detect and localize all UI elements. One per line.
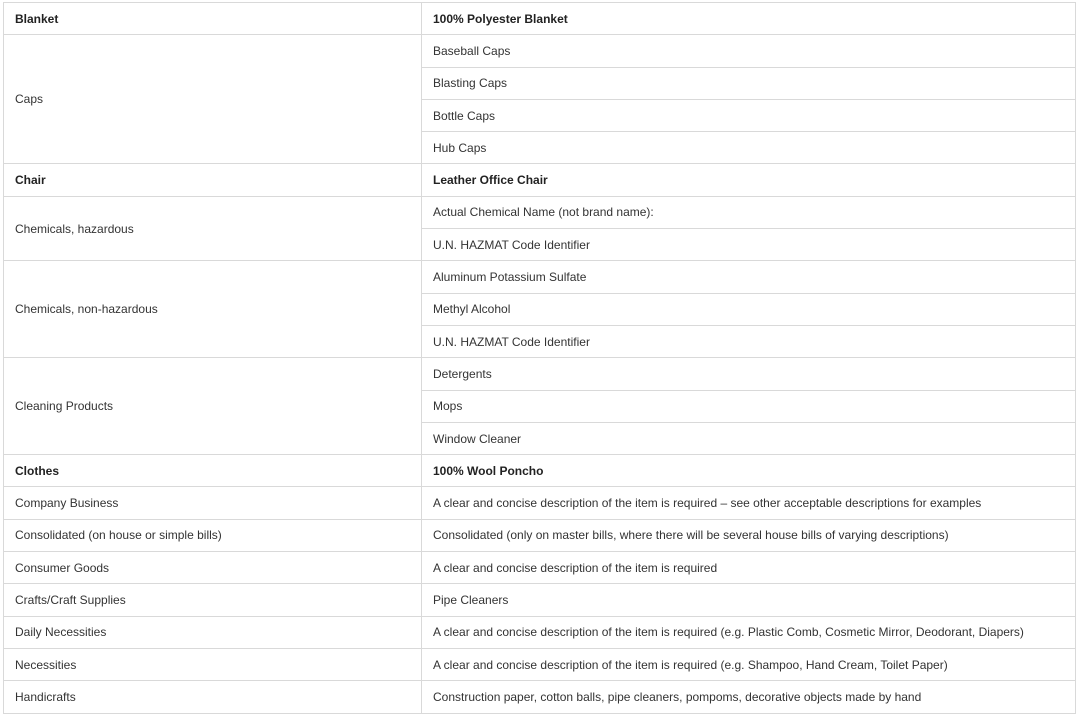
item-description-cell: Construction paper, cotton balls, pipe cleaners, pompoms, decorative objects made by hand bbox=[422, 681, 1076, 713]
item-description-cell: Bottle Caps bbox=[422, 99, 1076, 131]
table-row bbox=[4, 681, 1076, 713]
item-description-cell: 100% Polyester Blanket bbox=[422, 3, 1076, 35]
category-cell: Caps bbox=[4, 35, 422, 164]
category-cell: Consolidated (on house or simple bills) bbox=[4, 519, 422, 551]
table-body bbox=[4, 3, 1076, 714]
category-cell: Handicrafts bbox=[4, 681, 422, 713]
item-description-cell: U.N. HAZMAT Code Identifier bbox=[422, 325, 1076, 357]
table-row bbox=[4, 358, 1076, 390]
item-description-cell: 100% Wool Poncho bbox=[422, 455, 1076, 487]
item-description-cell: Baseball Caps bbox=[422, 35, 1076, 67]
table-row bbox=[4, 455, 1076, 487]
item-description-cell: Hub Caps bbox=[422, 132, 1076, 164]
table-row bbox=[4, 487, 1076, 519]
table-row bbox=[4, 519, 1076, 551]
table-row bbox=[4, 648, 1076, 680]
table-row bbox=[4, 3, 1076, 35]
category-cell: Chemicals, non-hazardous bbox=[4, 261, 422, 358]
item-description-cell: U.N. HAZMAT Code Identifier bbox=[422, 229, 1076, 261]
table-row bbox=[4, 261, 1076, 293]
table-row bbox=[4, 164, 1076, 196]
table-row bbox=[4, 616, 1076, 648]
category-cell: Cleaning Products bbox=[4, 358, 422, 455]
item-description-cell: A clear and concise description of the item is required bbox=[422, 552, 1076, 584]
category-cell: Crafts/Craft Supplies bbox=[4, 584, 422, 616]
item-description-cell: Window Cleaner bbox=[422, 422, 1076, 454]
description-table-container bbox=[3, 2, 1075, 714]
description-table bbox=[3, 2, 1076, 714]
table-row bbox=[4, 584, 1076, 616]
table-row bbox=[4, 35, 1076, 67]
item-description-cell: Blasting Caps bbox=[422, 67, 1076, 99]
item-description-cell: Detergents bbox=[422, 358, 1076, 390]
item-description-cell: Consolidated (only on master bills, where there will be several house bills of varying descriptions) bbox=[422, 519, 1076, 551]
category-cell: Chair bbox=[4, 164, 422, 196]
category-cell: Daily Necessities bbox=[4, 616, 422, 648]
category-cell: Chemicals, hazardous bbox=[4, 196, 422, 261]
category-cell: Clothes bbox=[4, 455, 422, 487]
category-cell: Blanket bbox=[4, 3, 422, 35]
item-description-cell: Mops bbox=[422, 390, 1076, 422]
item-description-cell: Methyl Alcohol bbox=[422, 293, 1076, 325]
item-description-cell: A clear and concise description of the item is required (e.g. Shampoo, Hand Cream, Toilet Paper) bbox=[422, 648, 1076, 680]
table-row bbox=[4, 552, 1076, 584]
item-description-cell: Leather Office Chair bbox=[422, 164, 1076, 196]
category-cell: Company Business bbox=[4, 487, 422, 519]
table-row bbox=[4, 196, 1076, 228]
category-cell: Consumer Goods bbox=[4, 552, 422, 584]
item-description-cell: Actual Chemical Name (not brand name): bbox=[422, 196, 1076, 228]
item-description-cell: A clear and concise description of the item is required – see other acceptable descriptions for examples bbox=[422, 487, 1076, 519]
item-description-cell: A clear and concise description of the item is required (e.g. Plastic Comb, Cosmetic Mirror, Deodorant, Diapers) bbox=[422, 616, 1076, 648]
item-description-cell: Pipe Cleaners bbox=[422, 584, 1076, 616]
item-description-cell: Aluminum Potassium Sulfate bbox=[422, 261, 1076, 293]
category-cell: Necessities bbox=[4, 648, 422, 680]
